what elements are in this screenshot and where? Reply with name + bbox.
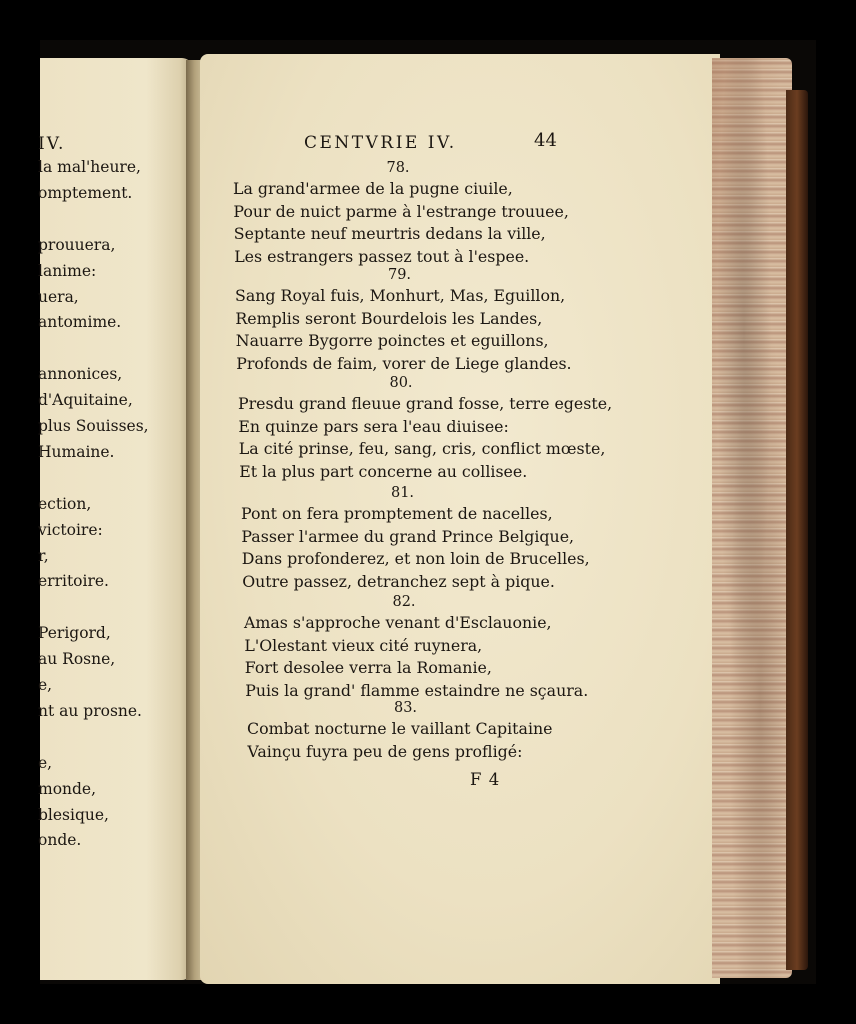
left-page-text-line: e,	[38, 753, 53, 772]
quatrain-number: 81.	[390, 485, 415, 501]
verse-line: Pour de nuict parme à l'estrange trouuee,	[233, 201, 569, 221]
left-page-text-line: uera,	[38, 287, 79, 306]
verse-line: Septante neuf meurtris dedans la ville,	[233, 224, 546, 244]
signature-mark: F 4	[470, 770, 501, 789]
verse-line: Presdu grand fleuue grand fosse, terre egeste,	[238, 394, 613, 413]
left-page-text-line: la mal'heure,	[38, 158, 141, 176]
left-page-text-line: ection,	[38, 494, 92, 513]
verse-line: Dans profonderez, et non loin de Brucelles,	[241, 549, 590, 569]
left-page-text-line: omptement.	[38, 183, 133, 202]
left-page-text-line: lanime:	[38, 261, 97, 280]
left-page-text-line: erritoire.	[38, 572, 109, 591]
verse-line: Les estrangers passez tout à l'espee.	[234, 246, 530, 266]
verse-line: Profonds de faim, vorer de Liege glandes.	[236, 353, 572, 373]
left-page-text-line: prouuera,	[38, 235, 116, 254]
quatrain-number: 80.	[389, 375, 413, 391]
left-page-text-line: annonices,	[38, 365, 123, 384]
verse-line: Vainçu fuyra peu de gens profligé:	[247, 741, 523, 761]
verse-line: La grand'armee de la pugne ciuile,	[233, 179, 513, 198]
left-page-text-line: Perigord,	[38, 624, 111, 643]
verse-line: Remplis seront Bourdelois les Landes,	[235, 308, 543, 328]
verse-line: Pont on fera promptement de nacelles,	[241, 504, 553, 523]
left-page-text-line: monde,	[38, 779, 97, 798]
left-page-text-line: au Rosne,	[38, 650, 116, 669]
quatrain-number: 83.	[393, 700, 418, 716]
left-page-text-line: victoire:	[38, 520, 103, 539]
left-page	[40, 58, 192, 980]
verse-line: En quinze pars sera l'eau diuisee:	[238, 416, 509, 436]
verse-line: La cité prinse, feu, sang, cris, conflict mœste,	[238, 439, 606, 459]
verse-line: Puis la grand' flamme estaindre ne sçaura.	[245, 680, 589, 700]
page-running-header: CENTVRIE IV.	[304, 133, 457, 153]
page-edges-marbled	[712, 58, 792, 978]
verse-line: Passer l'armee du grand Prince Belgique,	[241, 526, 575, 546]
verse-line: Sang Royal fuis, Monhurt, Mas, Eguillon,	[235, 286, 566, 305]
left-page-text-line: antomime.	[38, 313, 122, 332]
left-page-text-line: blesique,	[38, 805, 109, 824]
verse-line: Nauarre Bygorre poinctes et eguillons,	[235, 331, 549, 351]
verse-line: Fort desolee verra la Romanie,	[244, 658, 492, 678]
quatrain-number: 79.	[387, 267, 412, 283]
left-page-text-line: onde.	[38, 831, 82, 850]
quatrain-number: 82.	[392, 594, 416, 610]
left-page-text-line: nt au prosne.	[38, 701, 142, 720]
book-cover-edge	[786, 90, 808, 970]
verse-line: Combat nocturne le vaillant Capitaine	[247, 719, 553, 738]
left-page-header: IV.	[38, 134, 66, 154]
quatrain-number: 78.	[386, 160, 410, 176]
verse-line: L'Olestant vieux cité ruynera,	[244, 635, 483, 655]
verse-line: Outre passez, detranchez sept à pique.	[242, 571, 555, 591]
left-page-text-line: plus Souisses,	[38, 417, 149, 435]
left-page-text-line: e,	[38, 676, 53, 694]
verse-line: Amas s'approche venant d'Esclauonie,	[244, 613, 552, 632]
page-number: 44	[534, 130, 557, 151]
left-page-text-line: r,	[38, 546, 49, 565]
verse-line: Et la plus part concerne au collisee.	[239, 461, 528, 481]
left-page-text-line: Humaine.	[38, 442, 115, 461]
left-page-text-line: d'Aquitaine,	[38, 391, 133, 410]
